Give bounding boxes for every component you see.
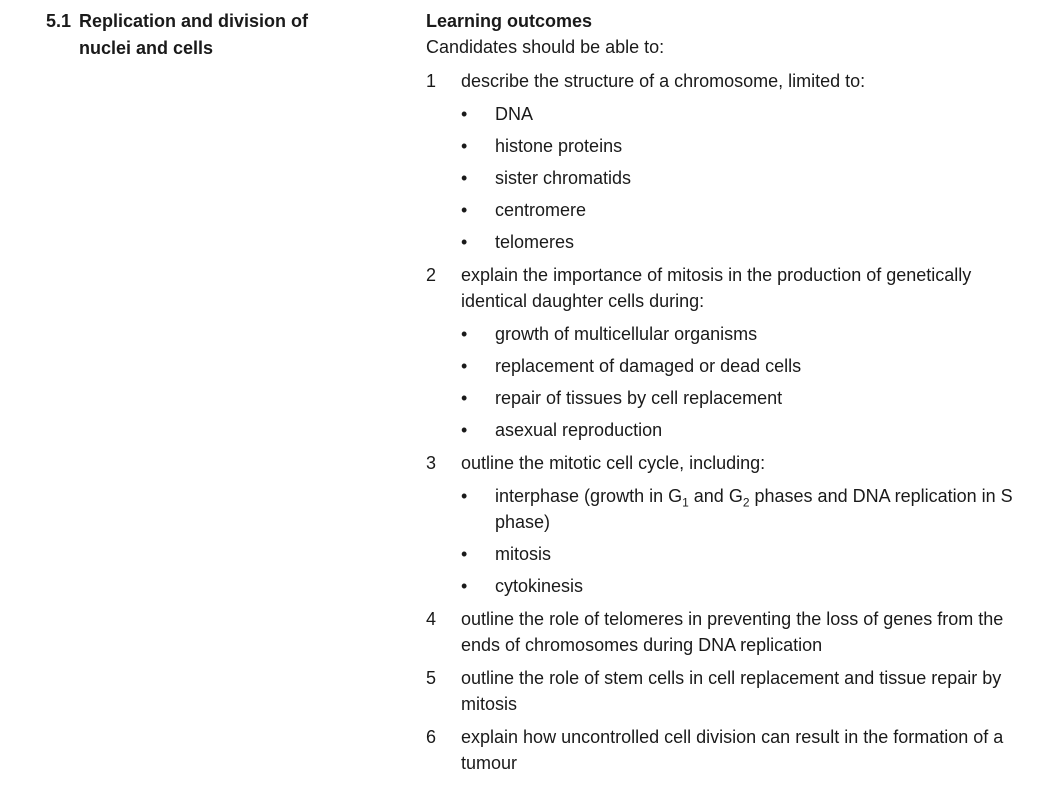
outcome-item-5 <box>426 665 1016 717</box>
outcome-number: 6 <box>426 727 437 747</box>
outcome-3-subpoints <box>426 483 1016 599</box>
bullet-icon: • <box>461 104 468 124</box>
section-heading <box>46 8 376 62</box>
bullet-icon: • <box>461 232 468 252</box>
section-title-line1: Replication and division of <box>79 11 309 31</box>
outcome-item-4 <box>426 606 1016 658</box>
outcomes-title: Learning outcomes <box>426 11 593 31</box>
outcome-item-6 <box>426 724 1016 776</box>
outcome-text: outline the role of stem cells in cell replacement and tissue repair by mitosis <box>461 668 1002 714</box>
list-item: • repair of tissues by cell replacement <box>426 385 1016 411</box>
bullet-icon: • <box>461 544 468 564</box>
section-title-line2: nuclei and cells <box>79 38 214 58</box>
bullet-icon: • <box>461 576 468 596</box>
bullet-icon: • <box>461 168 468 188</box>
outcome-text: explain how uncontrolled cell division can result in the formation of a tumour <box>461 727 1004 773</box>
list-item: • sister chromatids <box>426 165 1016 191</box>
outcome-text: outline the mitotic cell cycle, including: <box>461 453 766 473</box>
list-item: • centromere <box>426 197 1016 223</box>
bullet-icon: • <box>461 420 468 440</box>
bullet-icon: • <box>461 486 468 506</box>
outcome-item-2 <box>426 262 1016 314</box>
outcome-number: 3 <box>426 453 437 473</box>
outcome-number: 2 <box>426 265 437 285</box>
outcome-text: describe the structure of a chromosome, limited to: <box>461 71 866 91</box>
bullet-icon: • <box>461 388 468 408</box>
list-item: • interphase (growth in $G_1$ and $G_2$ phases and DNA replication in S phase) <box>426 483 1016 535</box>
outcome-text: outline the role of telomeres in preventing the loss of genes from the ends of chromosomes during DNA replication <box>461 609 1004 655</box>
bullet-icon: • <box>461 356 468 376</box>
list-item: • growth of multicellular organisms <box>426 321 1016 347</box>
outcome-item-1 <box>426 68 1016 94</box>
list-item: • telomeres <box>426 229 1016 255</box>
outcome-item-3 <box>426 450 1016 476</box>
outcome-number: 4 <box>426 609 437 629</box>
list-item: • DNA <box>426 101 1016 127</box>
section-number: 5.1 <box>46 11 72 31</box>
list-item: • cytokinesis <box>426 573 1016 599</box>
outcome-1-subpoints <box>426 101 1016 255</box>
bullet-icon: • <box>461 324 468 344</box>
outcome-text: explain the importance of mitosis in the production of genetically identical daughter cells during: <box>461 265 972 311</box>
list-item: • mitosis <box>426 541 1016 567</box>
outcome-number: 1 <box>426 71 437 91</box>
learning-outcomes <box>426 8 1016 783</box>
outcome-number: 5 <box>426 668 437 688</box>
bullet-icon: • <box>461 136 468 156</box>
outcomes-intro: Candidates should be able to: <box>426 37 665 57</box>
list-item: • asexual reproduction <box>426 417 1016 443</box>
outcome-2-subpoints <box>426 321 1016 443</box>
list-item: • replacement of damaged or dead cells <box>426 353 1016 379</box>
list-item: • histone proteins <box>426 133 1016 159</box>
bullet-icon: • <box>461 200 468 220</box>
